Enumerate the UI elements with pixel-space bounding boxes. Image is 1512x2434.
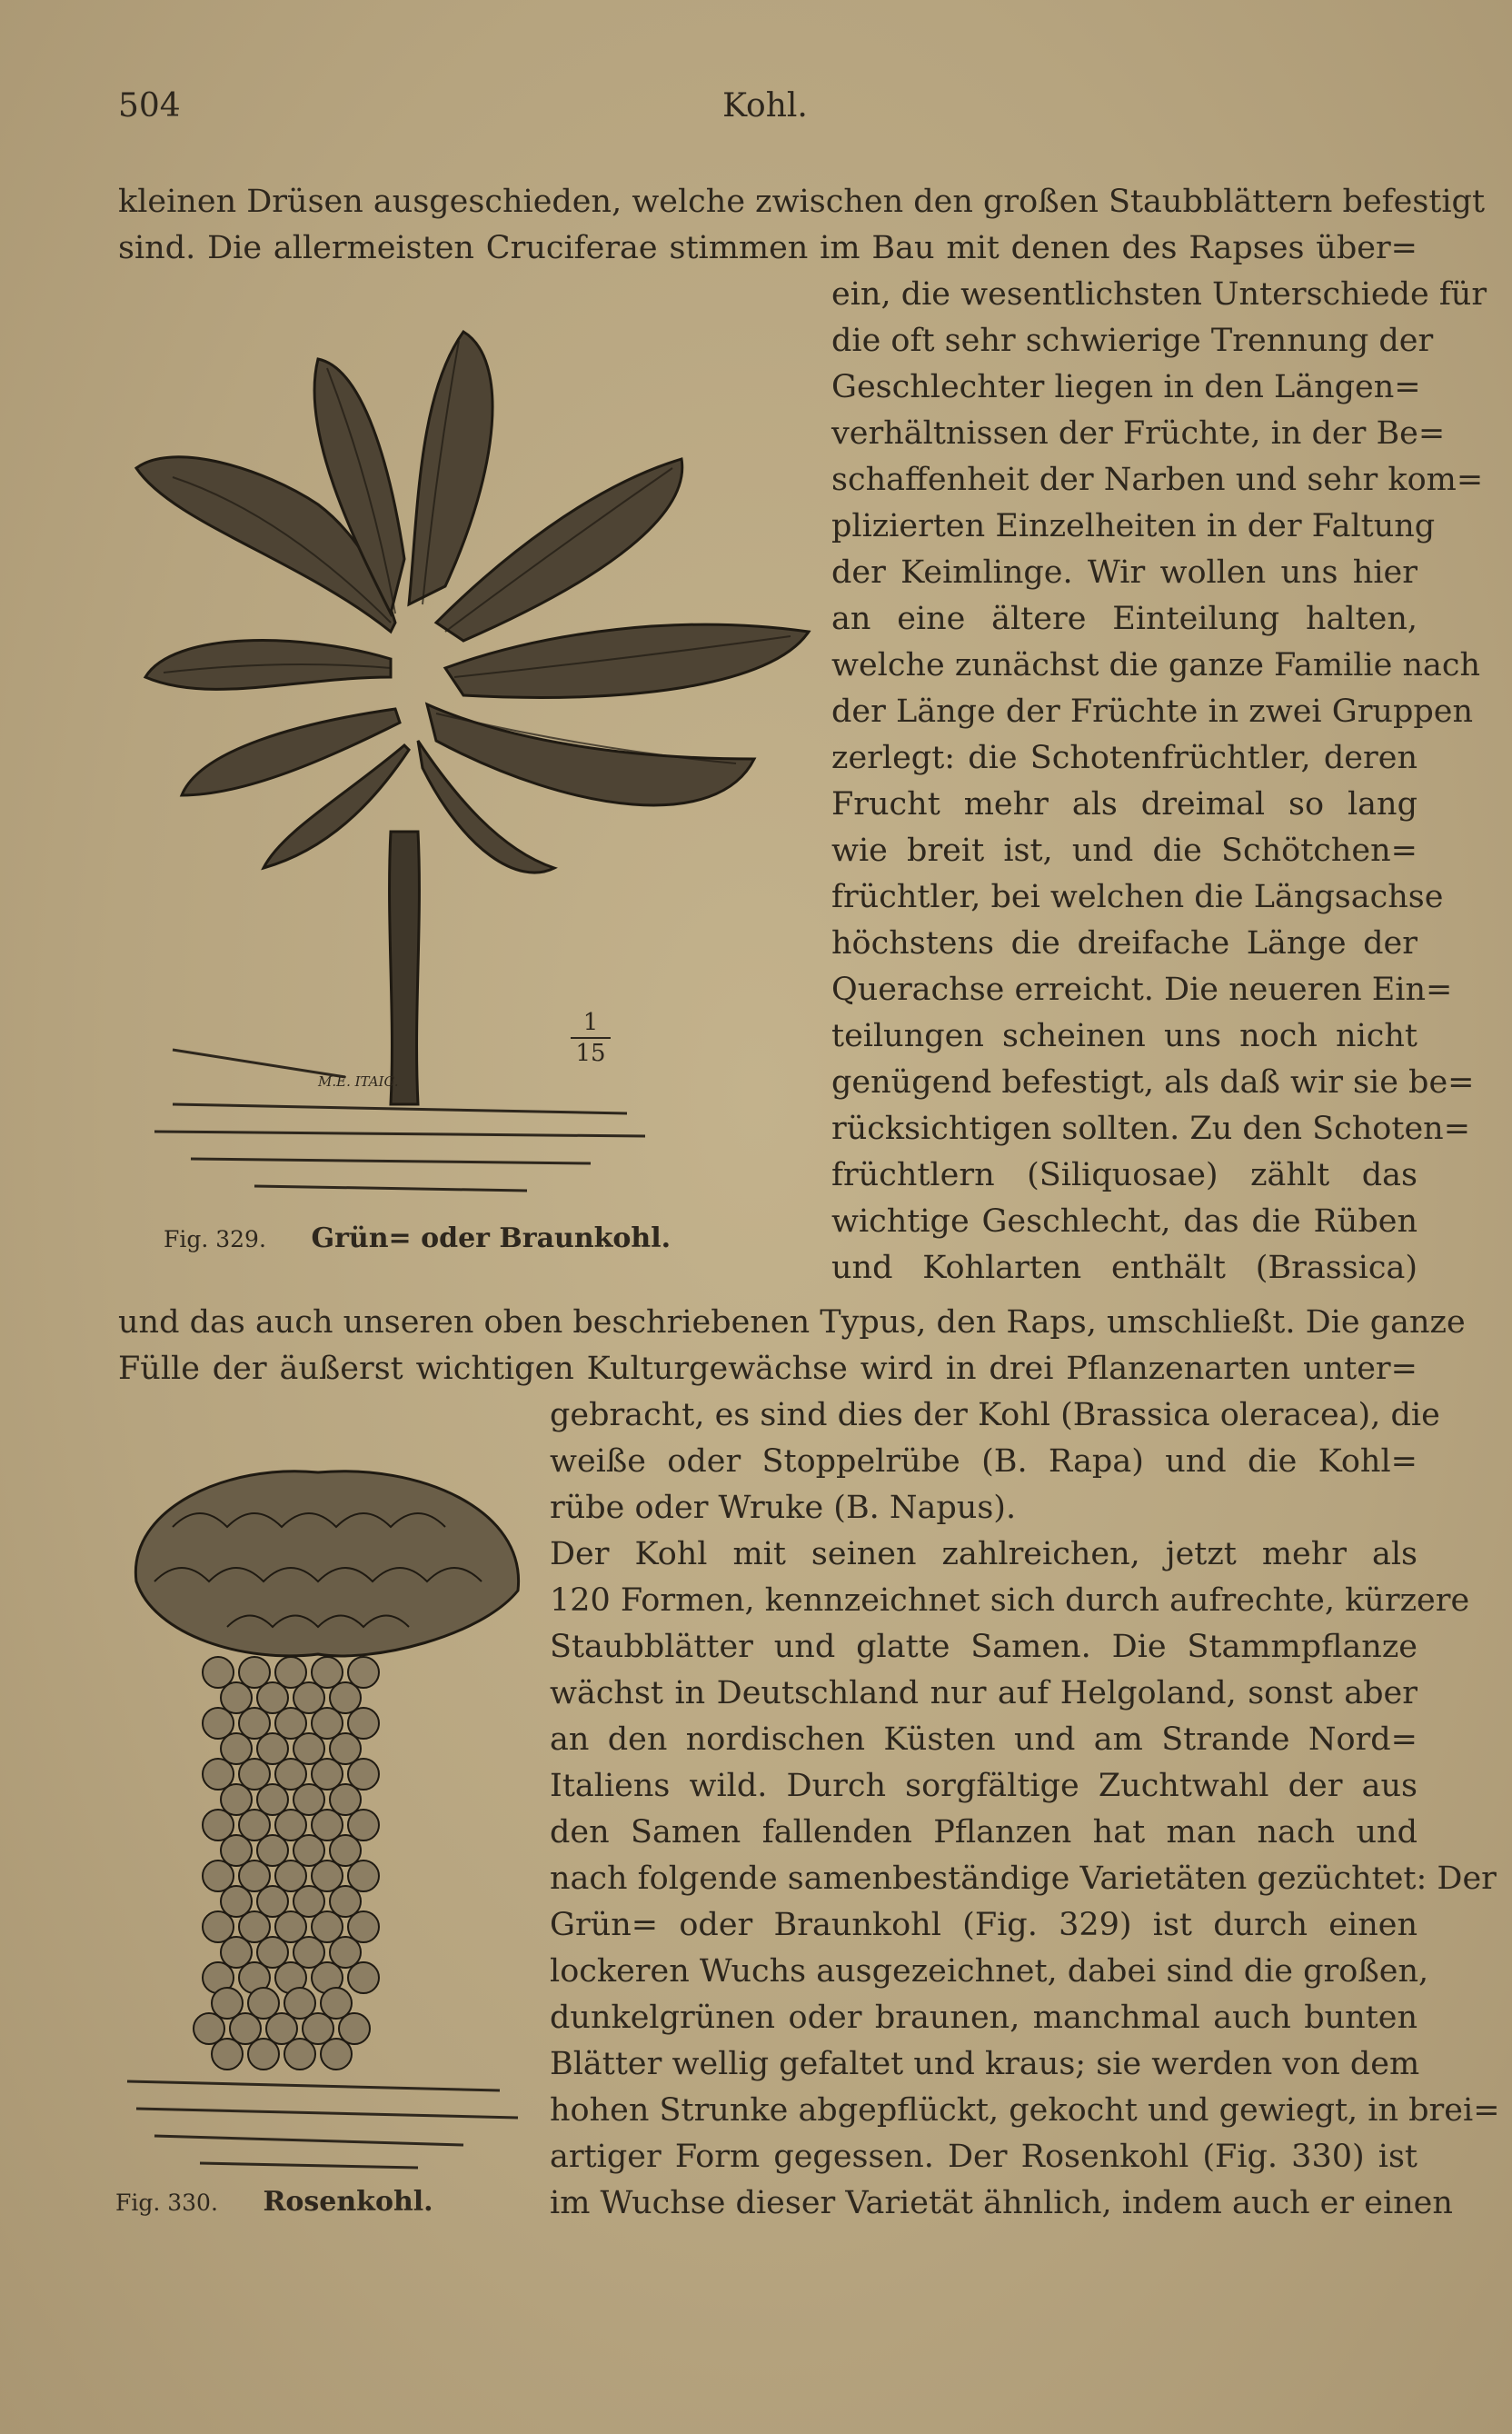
sprout bbox=[221, 1682, 252, 1713]
sprout bbox=[203, 1657, 234, 1688]
text-line: wie breit ist, und die Schötchen= bbox=[831, 833, 1418, 869]
sprout bbox=[257, 1835, 288, 1866]
figure-caption-329 bbox=[164, 1222, 671, 1254]
sprout bbox=[312, 1911, 343, 1942]
text-line: zerlegt: die Schotenfrüchtler, deren bbox=[831, 740, 1418, 776]
sprout bbox=[257, 1733, 288, 1764]
text-line: und Kohlarten enthält (Brassica) bbox=[831, 1250, 1418, 1286]
sprout bbox=[194, 2013, 224, 2044]
sprout bbox=[248, 1988, 279, 2019]
sprout bbox=[348, 1911, 379, 1942]
sprout bbox=[330, 1733, 361, 1764]
text-line: plizierten Einzelheiten in der Faltung bbox=[831, 508, 1436, 544]
text-line: Grün= oder Braunkohl (Fig. 329) ist durch einen bbox=[550, 1907, 1418, 1943]
sprout bbox=[212, 2039, 243, 2070]
sprout bbox=[203, 1759, 234, 1790]
sprout bbox=[239, 1759, 270, 1790]
sprout bbox=[203, 1708, 234, 1739]
running-title: Kohl. bbox=[722, 87, 808, 125]
sprout bbox=[284, 2039, 315, 2070]
text-line: ein, die wesentlichsten Unterschiede für bbox=[831, 276, 1487, 313]
scale-denominator: 15 bbox=[575, 1040, 606, 1067]
sprout bbox=[275, 1810, 306, 1840]
text-line: genügend befestigt, als daß wir sie be= bbox=[831, 1064, 1475, 1101]
sprout bbox=[275, 1657, 306, 1688]
sprout bbox=[203, 1810, 234, 1840]
sprout bbox=[330, 1937, 361, 1968]
sprout bbox=[203, 1860, 234, 1891]
text-line: Geschlechter liegen in den Längen= bbox=[831, 369, 1421, 405]
sprout bbox=[312, 1657, 343, 1688]
text-line: hohen Strunke abgepflückt, gekocht und gewiegt, in brei= bbox=[550, 2092, 1500, 2129]
sprout bbox=[293, 1835, 324, 1866]
sprout bbox=[348, 1708, 379, 1739]
sprout bbox=[275, 1759, 306, 1790]
artist-signature: M.E. ITAIG. bbox=[318, 1073, 399, 1090]
sprout bbox=[257, 1886, 288, 1917]
sprout bbox=[293, 1682, 324, 1713]
sprout bbox=[248, 2039, 279, 2070]
scale-numerator: 1 bbox=[582, 1009, 599, 1036]
text-line: nach folgende samenbeständige Varietäten gezüchtet: Der bbox=[550, 1860, 1497, 1897]
sprout bbox=[348, 1962, 379, 1993]
sprout bbox=[257, 1784, 288, 1815]
sprout bbox=[348, 1759, 379, 1790]
figure-number: Fig. 330. bbox=[115, 2190, 218, 2216]
text-line: sind. Die allermeisten Cruciferae stimmen im Bau mit denen des Rapses über= bbox=[118, 230, 1418, 266]
text-line: artiger Form gegessen. Der Rosenkohl (Fig. 330) ist bbox=[550, 2139, 1418, 2175]
sprout bbox=[212, 1988, 243, 2019]
sprout bbox=[203, 1911, 234, 1942]
sprout bbox=[330, 1682, 361, 1713]
text-line: gebracht, es sind dies der Kohl (Brassica oleracea), die bbox=[550, 1397, 1440, 1433]
scale-fraction bbox=[563, 1009, 618, 1067]
text-line: weiße oder Stoppelrübe (B. Rapa) und die Kohl= bbox=[550, 1443, 1418, 1480]
sprout bbox=[312, 1860, 343, 1891]
text-line: 120 Formen, kennzeichnet sich durch aufrechte, kürzere bbox=[550, 1582, 1470, 1619]
brussels-sprouts-illustration bbox=[118, 1427, 536, 2181]
sprout bbox=[221, 1784, 252, 1815]
sprout bbox=[275, 1708, 306, 1739]
text-line: der Länge der Früchte in zwei Gruppen bbox=[831, 693, 1474, 730]
page-number: 504 bbox=[118, 87, 181, 125]
text-line: die oft sehr schwierige Trennung der bbox=[831, 323, 1434, 359]
sprout bbox=[239, 1810, 270, 1840]
text-line: rücksichtigen sollten. Zu den Schoten= bbox=[831, 1111, 1471, 1147]
sprout bbox=[312, 1708, 343, 1739]
text-line: verhältnissen der Früchte, in der Be= bbox=[831, 415, 1446, 452]
text-line: früchtlern (Siliquosae) zählt das bbox=[831, 1157, 1418, 1193]
sprout bbox=[257, 1682, 288, 1713]
text-line: den Samen fallenden Pflanzen hat man nach und bbox=[550, 1814, 1418, 1850]
text-line: rübe oder Wruke (B. Napus). bbox=[550, 1490, 1017, 1526]
figure-caption-330 bbox=[115, 2186, 433, 2218]
running-head bbox=[118, 87, 1412, 133]
sprout bbox=[239, 1708, 270, 1739]
sprout bbox=[330, 1835, 361, 1866]
text-line: kleinen Drüsen ausgeschieden, welche zwischen den großen Staubblättern befestigt bbox=[118, 184, 1486, 220]
sprout bbox=[348, 1860, 379, 1891]
text-line: wichtige Geschlecht, das die Rüben bbox=[831, 1203, 1418, 1240]
text-line: an eine ältere Einteilung halten, bbox=[831, 601, 1418, 637]
sprout bbox=[230, 2013, 261, 2044]
text-line: Der Kohl mit seinen zahlreichen, jetzt mehr als bbox=[550, 1536, 1418, 1572]
text-line: der Keimlinge. Wir wollen uns hier bbox=[831, 554, 1418, 591]
text-line: wächst in Deutschland nur auf Helgoland, sonst aber bbox=[550, 1675, 1418, 1711]
text-line: welche zunächst die ganze Familie nach bbox=[831, 647, 1480, 683]
text-line: lockeren Wuchs ausgezeichnet, dabei sind die großen, bbox=[550, 1953, 1429, 1990]
sprout bbox=[221, 1937, 252, 1968]
text-line: Querachse erreicht. Die neueren Ein= bbox=[831, 972, 1453, 1008]
sprout bbox=[293, 1937, 324, 1968]
sprout bbox=[330, 1784, 361, 1815]
sprout bbox=[257, 1937, 288, 1968]
text-line: Staubblätter und glatte Samen. Die Stammpflanze bbox=[550, 1629, 1418, 1665]
text-line: Italiens wild. Durch sorgfältige Zuchtwahl der aus bbox=[550, 1768, 1418, 1804]
text-line: und das auch unseren oben beschriebenen Typus, den Raps, umschließt. Die ganze bbox=[118, 1304, 1466, 1341]
kale-illustration bbox=[118, 286, 818, 1213]
sprout bbox=[312, 1810, 343, 1840]
sprout bbox=[275, 1860, 306, 1891]
text-line: dunkelgrünen oder braunen, manchmal auch bunten bbox=[550, 2000, 1418, 2036]
sprout bbox=[239, 1657, 270, 1688]
sprout bbox=[339, 2013, 370, 2044]
text-line: Fülle der äußerst wichtigen Kulturgewächse wird in drei Pflanzenarten unter= bbox=[118, 1351, 1418, 1387]
figure-title: Grün= oder Braunkohl. bbox=[311, 1222, 671, 1254]
sprout bbox=[266, 2013, 297, 2044]
sprout bbox=[275, 1911, 306, 1942]
text-line: im Wuchse dieser Varietät ähnlich, indem auch er einen bbox=[550, 2185, 1453, 2221]
sprout bbox=[312, 1759, 343, 1790]
text-line: früchtler, bei welchen die Längsachse bbox=[831, 879, 1444, 915]
sprout bbox=[321, 1988, 352, 2019]
sprout bbox=[330, 1886, 361, 1917]
sprout bbox=[303, 2013, 333, 2044]
sprout bbox=[284, 1988, 315, 2019]
text-line: Frucht mehr als dreimal so lang bbox=[831, 786, 1418, 823]
sprout bbox=[239, 1911, 270, 1942]
sprout bbox=[348, 1810, 379, 1840]
sprout bbox=[321, 2039, 352, 2070]
text-line: schaffenheit der Narben und sehr kom= bbox=[831, 462, 1484, 498]
sprout bbox=[293, 1886, 324, 1917]
sprout bbox=[293, 1733, 324, 1764]
figure-title: Rosenkohl. bbox=[263, 2186, 433, 2218]
text-line: an den nordischen Küsten und am Strande Nord= bbox=[550, 1721, 1418, 1758]
text-line: teilungen scheinen uns noch nicht bbox=[831, 1018, 1418, 1054]
text-line: höchstens die dreifache Länge der bbox=[831, 925, 1418, 962]
sprout bbox=[221, 1886, 252, 1917]
sprout bbox=[348, 1657, 379, 1688]
text-line: Blätter wellig gefaltet und kraus; sie werden von dem bbox=[550, 2046, 1420, 2082]
sprout bbox=[239, 1860, 270, 1891]
figure-number: Fig. 329. bbox=[164, 1226, 266, 1252]
sprout bbox=[293, 1784, 324, 1815]
sprout bbox=[221, 1733, 252, 1764]
sprout bbox=[221, 1835, 252, 1866]
